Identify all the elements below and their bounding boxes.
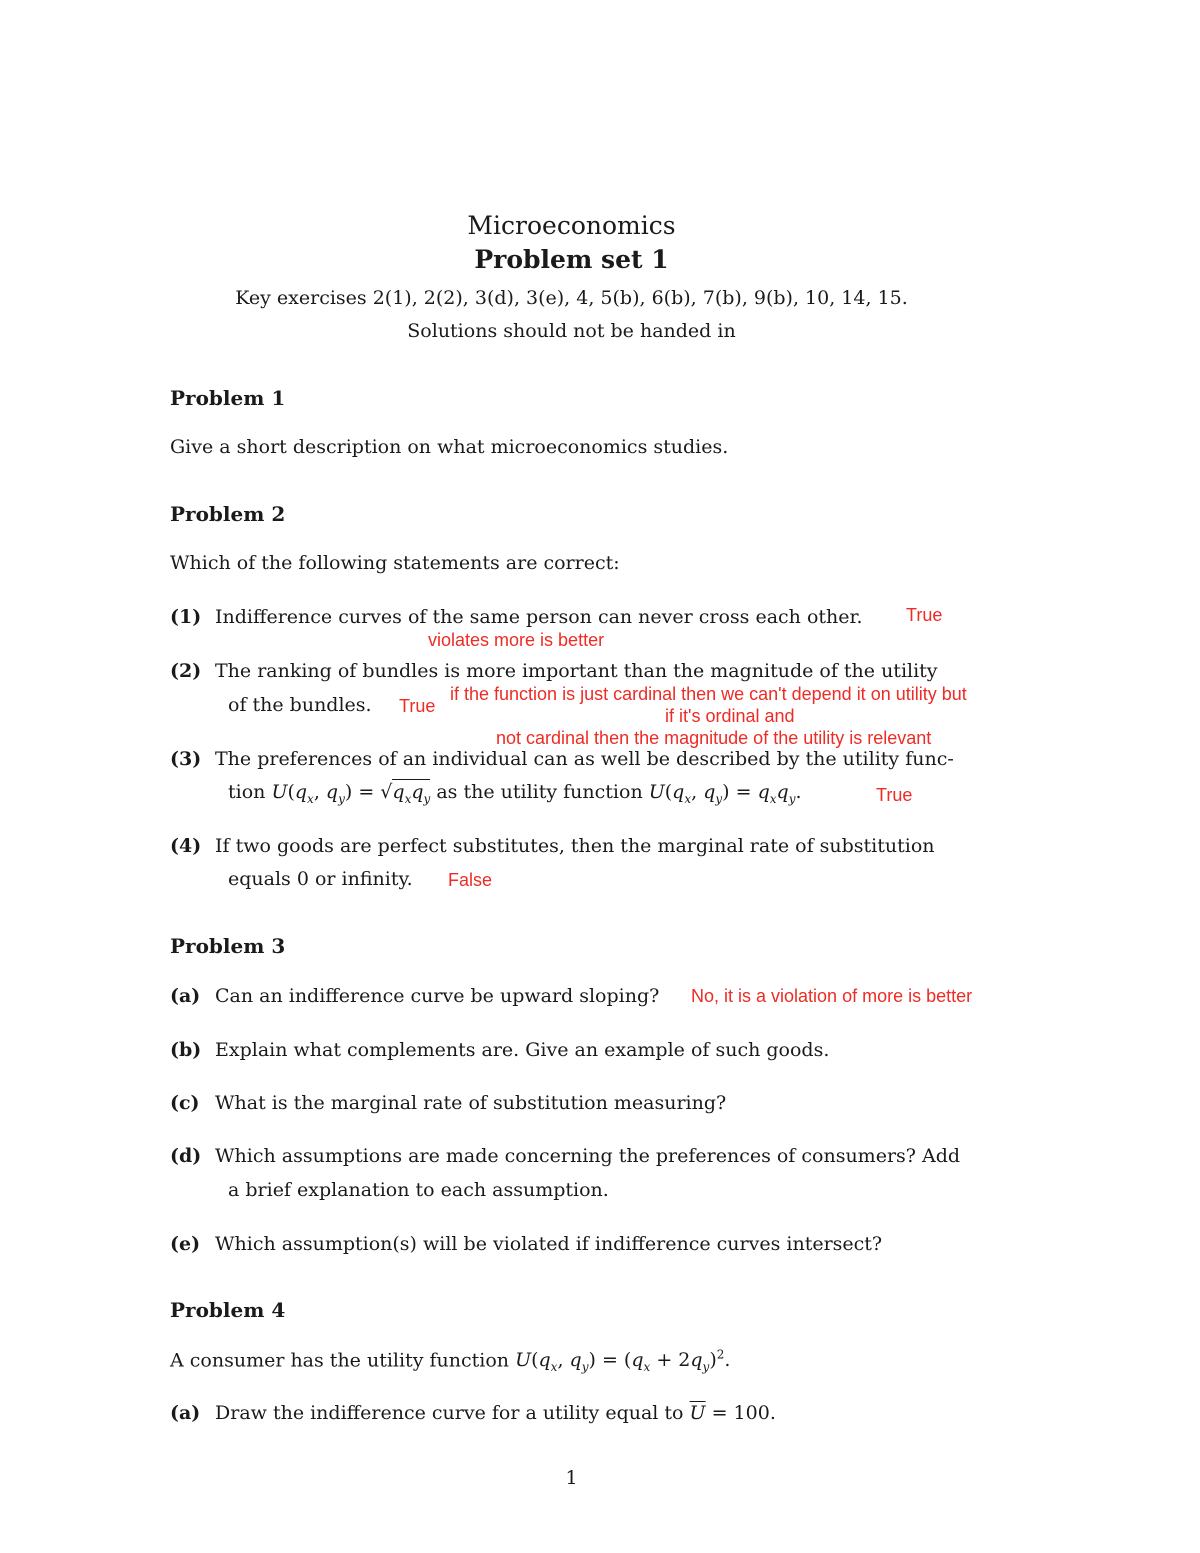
utility-formula-sqrt: $U(q_x$, $q_y) = √q_xq_y$ xyxy=(271,781,431,806)
item-label: (1) xyxy=(170,606,202,628)
utility-formula-product: $U(q_x$, $q_y) = q_xq_y$. xyxy=(648,781,802,806)
annotation-violates: violates more is better xyxy=(428,630,605,650)
annotation-cardinal-2: if it's ordinal and xyxy=(665,706,795,726)
problem-4-heading: Problem 4 xyxy=(170,1298,286,1322)
problem-4-intro-text: A consumer has the utility function xyxy=(170,1349,510,1372)
question-3d-line-2: a brief explanation to each assumption. xyxy=(228,1179,609,1201)
question-3d-line-1: Which assumptions are made concerning the preferences of consumers? Add xyxy=(215,1145,961,1167)
submission-note: Solutions should not be handed in xyxy=(407,320,736,342)
problem-set-title: Problem set 1 xyxy=(474,245,669,274)
question-3a: Can an indifference curve be upward sloping? xyxy=(215,985,660,1007)
statement-2-line-2: of the bundles. xyxy=(228,694,372,716)
question-4a-text: Draw the indifference curve for a utility equal to xyxy=(215,1402,684,1424)
statement-3-line-1: The preferences of an individual can as well be described by the utility func- xyxy=(215,748,954,770)
page-number: 1 xyxy=(565,1467,578,1489)
statement-4-line-2: equals 0 or infinity. xyxy=(228,868,413,890)
statement-3-line-2 xyxy=(228,781,802,806)
problem-1-heading: Problem 1 xyxy=(170,386,286,410)
annotation-answer-3a: No, it is a violation of more is better xyxy=(691,986,973,1006)
problem-2-heading: Problem 2 xyxy=(170,502,286,526)
item-label: (d) xyxy=(170,1145,202,1167)
problem-4-intro xyxy=(170,1348,730,1374)
annotation-true-1: True xyxy=(906,605,943,625)
statement-1: Indifference curves of the same person can never cross each other. xyxy=(215,606,863,628)
item-label: (b) xyxy=(170,1039,202,1061)
statement-3-text-a: tion xyxy=(228,781,266,803)
annotation-true-2: True xyxy=(399,696,436,716)
key-exercises: Key exercises 2(1), 2(2), 3(d), 3(e), 4, 5(b), 6(b), 7(b), 9(b), 10, 14, 15. xyxy=(235,287,908,309)
item-label: (e) xyxy=(170,1233,201,1255)
question-3e: Which assumption(s) will be violated if indifference curves intersect? xyxy=(215,1233,883,1255)
statement-3-text-b: as the utility function xyxy=(436,781,643,803)
problem-2-intro: Which of the following statements are correct: xyxy=(170,552,620,574)
question-3c: What is the marginal rate of substitution measuring? xyxy=(215,1092,727,1114)
statement-4-line-1: If two goods are perfect substitutes, then the marginal rate of substitution xyxy=(215,835,935,857)
statement-2-line-1: The ranking of bundles is more important than the magnitude of the utility xyxy=(215,660,938,682)
question-4a xyxy=(215,1402,776,1424)
annotation-cardinal-3: not cardinal then the magnitude of the utility is relevant xyxy=(496,728,932,748)
item-label: (a) xyxy=(170,985,201,1007)
problem-1-text: Give a short description on what microeconomics studies. xyxy=(170,436,729,458)
utility-formula-squared: $U(q_x$, $q_y) = (q_x + 2q_y)^2$. xyxy=(515,1348,731,1375)
annotation-cardinal-1: if the function is just cardinal then we can't depend it on utility but xyxy=(450,684,967,704)
item-label: (3) xyxy=(170,748,202,770)
annotation-true-3: True xyxy=(876,785,913,805)
question-3b: Explain what complements are. Give an example of such goods. xyxy=(215,1039,830,1061)
utility-level-formula: $\overline{U} = 100$. xyxy=(689,1402,776,1424)
item-label: (2) xyxy=(170,660,202,682)
problem-3-heading: Problem 3 xyxy=(170,934,286,958)
item-label: (a) xyxy=(170,1402,201,1424)
item-label: (c) xyxy=(170,1092,200,1114)
item-label: (4) xyxy=(170,835,202,857)
annotation-false: False xyxy=(448,870,493,890)
document-title: Microeconomics xyxy=(467,211,676,240)
